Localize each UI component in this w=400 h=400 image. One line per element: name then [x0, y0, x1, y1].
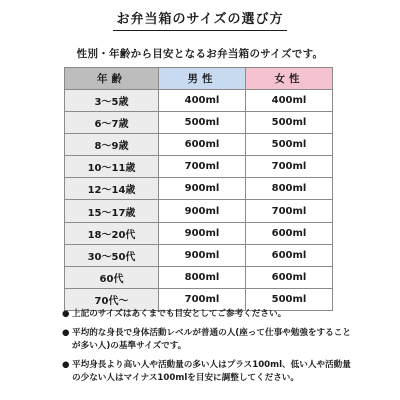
bullet-icon: ● — [62, 309, 70, 319]
male-cell: 800ml — [159, 266, 246, 288]
male-cell: 900ml — [159, 178, 246, 200]
age-cell: 3〜5歳 — [65, 90, 159, 112]
age-cell: 6〜7歳 — [65, 112, 159, 134]
table-header-row — [65, 68, 333, 90]
table-row — [65, 112, 333, 134]
bullet-icon: ● — [62, 359, 70, 370]
title-wrap — [0, 8, 400, 31]
female-cell: 400ml — [246, 90, 333, 112]
header-female: 女性 — [246, 68, 333, 90]
header-age: 年齢 — [65, 68, 159, 90]
male-cell: 700ml — [159, 288, 246, 310]
male-cell: 700ml — [159, 156, 246, 178]
female-cell: 600ml — [246, 222, 333, 244]
note-item — [62, 327, 352, 354]
female-cell: 700ml — [246, 156, 333, 178]
female-cell: 500ml — [246, 288, 333, 310]
page-title: お弁当箱のサイズの選び方 — [113, 8, 288, 31]
size-table — [64, 67, 333, 311]
note-item — [62, 308, 352, 322]
table-row — [65, 200, 333, 222]
table-row — [65, 156, 333, 178]
table-row — [65, 90, 333, 112]
age-cell: 12〜14歳 — [65, 178, 159, 200]
age-cell: 18〜20代 — [65, 222, 159, 244]
female-cell: 700ml — [246, 200, 333, 222]
bullet-icon: ● — [62, 327, 70, 338]
note-text: 上記のサイズはあくまでも目安としてご参考ください。 — [72, 309, 287, 319]
page-subtitle: 性別・年齢から目安となるお弁当箱のサイズです。 — [76, 48, 324, 60]
female-cell: 500ml — [246, 112, 333, 134]
table-row — [65, 178, 333, 200]
age-cell: 8〜9歳 — [65, 134, 159, 156]
male-cell: 500ml — [159, 112, 246, 134]
male-cell: 900ml — [159, 244, 246, 266]
table-row — [65, 244, 333, 266]
female-cell: 800ml — [246, 178, 333, 200]
notes — [62, 308, 352, 391]
female-cell: 500ml — [246, 134, 333, 156]
table-row — [65, 266, 333, 288]
female-cell: 600ml — [246, 266, 333, 288]
header-male: 男性 — [159, 68, 246, 90]
male-cell: 900ml — [159, 222, 246, 244]
female-cell: 600ml — [246, 244, 333, 266]
male-cell: 600ml — [159, 134, 246, 156]
note-text: 平均身長より高い人や活動量の多い人はプラス100ml、低い人や活動量の少ない人はマイナス100mlを目安に調整してください。 — [72, 359, 351, 383]
note-text: 平均的な身長で身体活動レベルが普通の人(座って仕事や勉強をすることが多い人)の基準サイズです。 — [72, 327, 351, 351]
age-cell: 15〜17歳 — [65, 200, 159, 222]
age-cell: 30〜50代 — [65, 244, 159, 266]
note-item — [62, 359, 352, 386]
table-row — [65, 222, 333, 244]
male-cell: 900ml — [159, 200, 246, 222]
table-row — [65, 134, 333, 156]
age-cell: 10〜11歳 — [65, 156, 159, 178]
male-cell: 400ml — [159, 90, 246, 112]
age-cell: 60代 — [65, 266, 159, 288]
age-cell: 70代〜 — [65, 288, 159, 310]
